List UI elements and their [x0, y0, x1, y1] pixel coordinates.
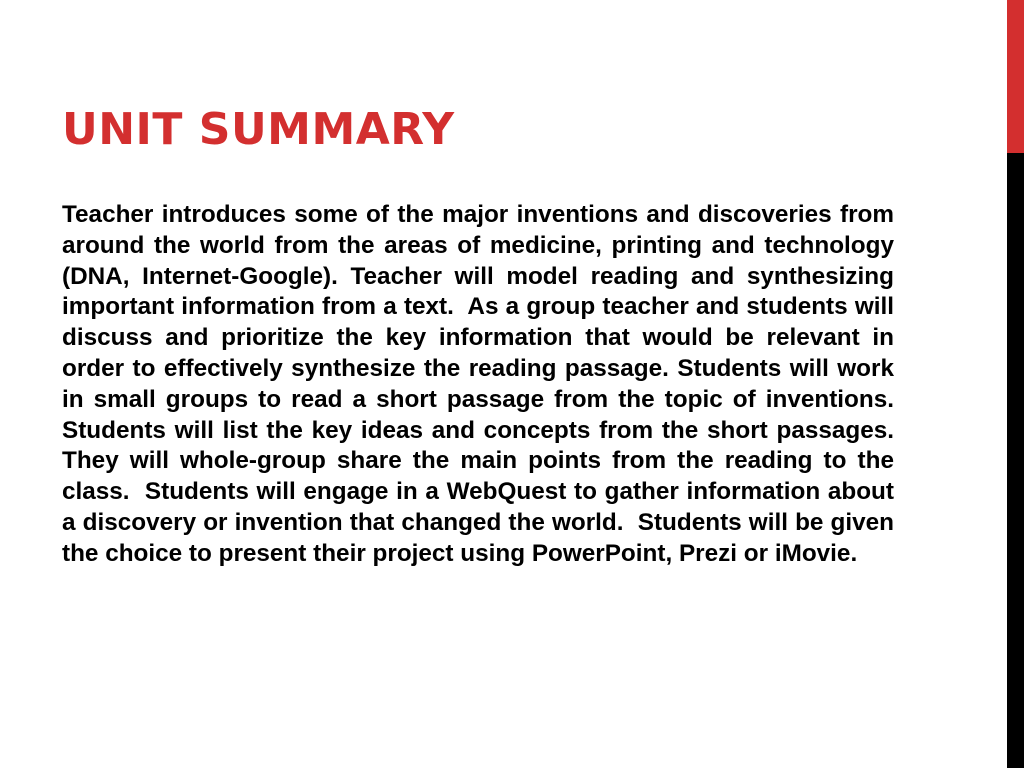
slide-body-text: Teacher introduces some of the major inventions and discoveries from around the world from the areas of medicine, printing and technology (DNA, Internet-Google). Teacher will model reading and synthesizing important information from a text. As a group teacher and students will discuss and prioritize the key information that would be relevant in order to effectively synthesize the reading passage. Students will work in small groups to read a short passage from the topic of inventions. Students will list the key ideas and concepts from the short passages. They will whole-group share the main points from the reading to the class. Students will engage in a WebQuest to gather information about a discovery or invention that changed the world. Students will be given the choice to present their project using PowerPoint, Prezi or iMovie.: [62, 201, 908, 567]
accent-bar-red: [1007, 0, 1024, 153]
accent-bar-black: [1007, 153, 1024, 768]
slide-title: UNIT SUMMARY: [62, 104, 455, 155]
